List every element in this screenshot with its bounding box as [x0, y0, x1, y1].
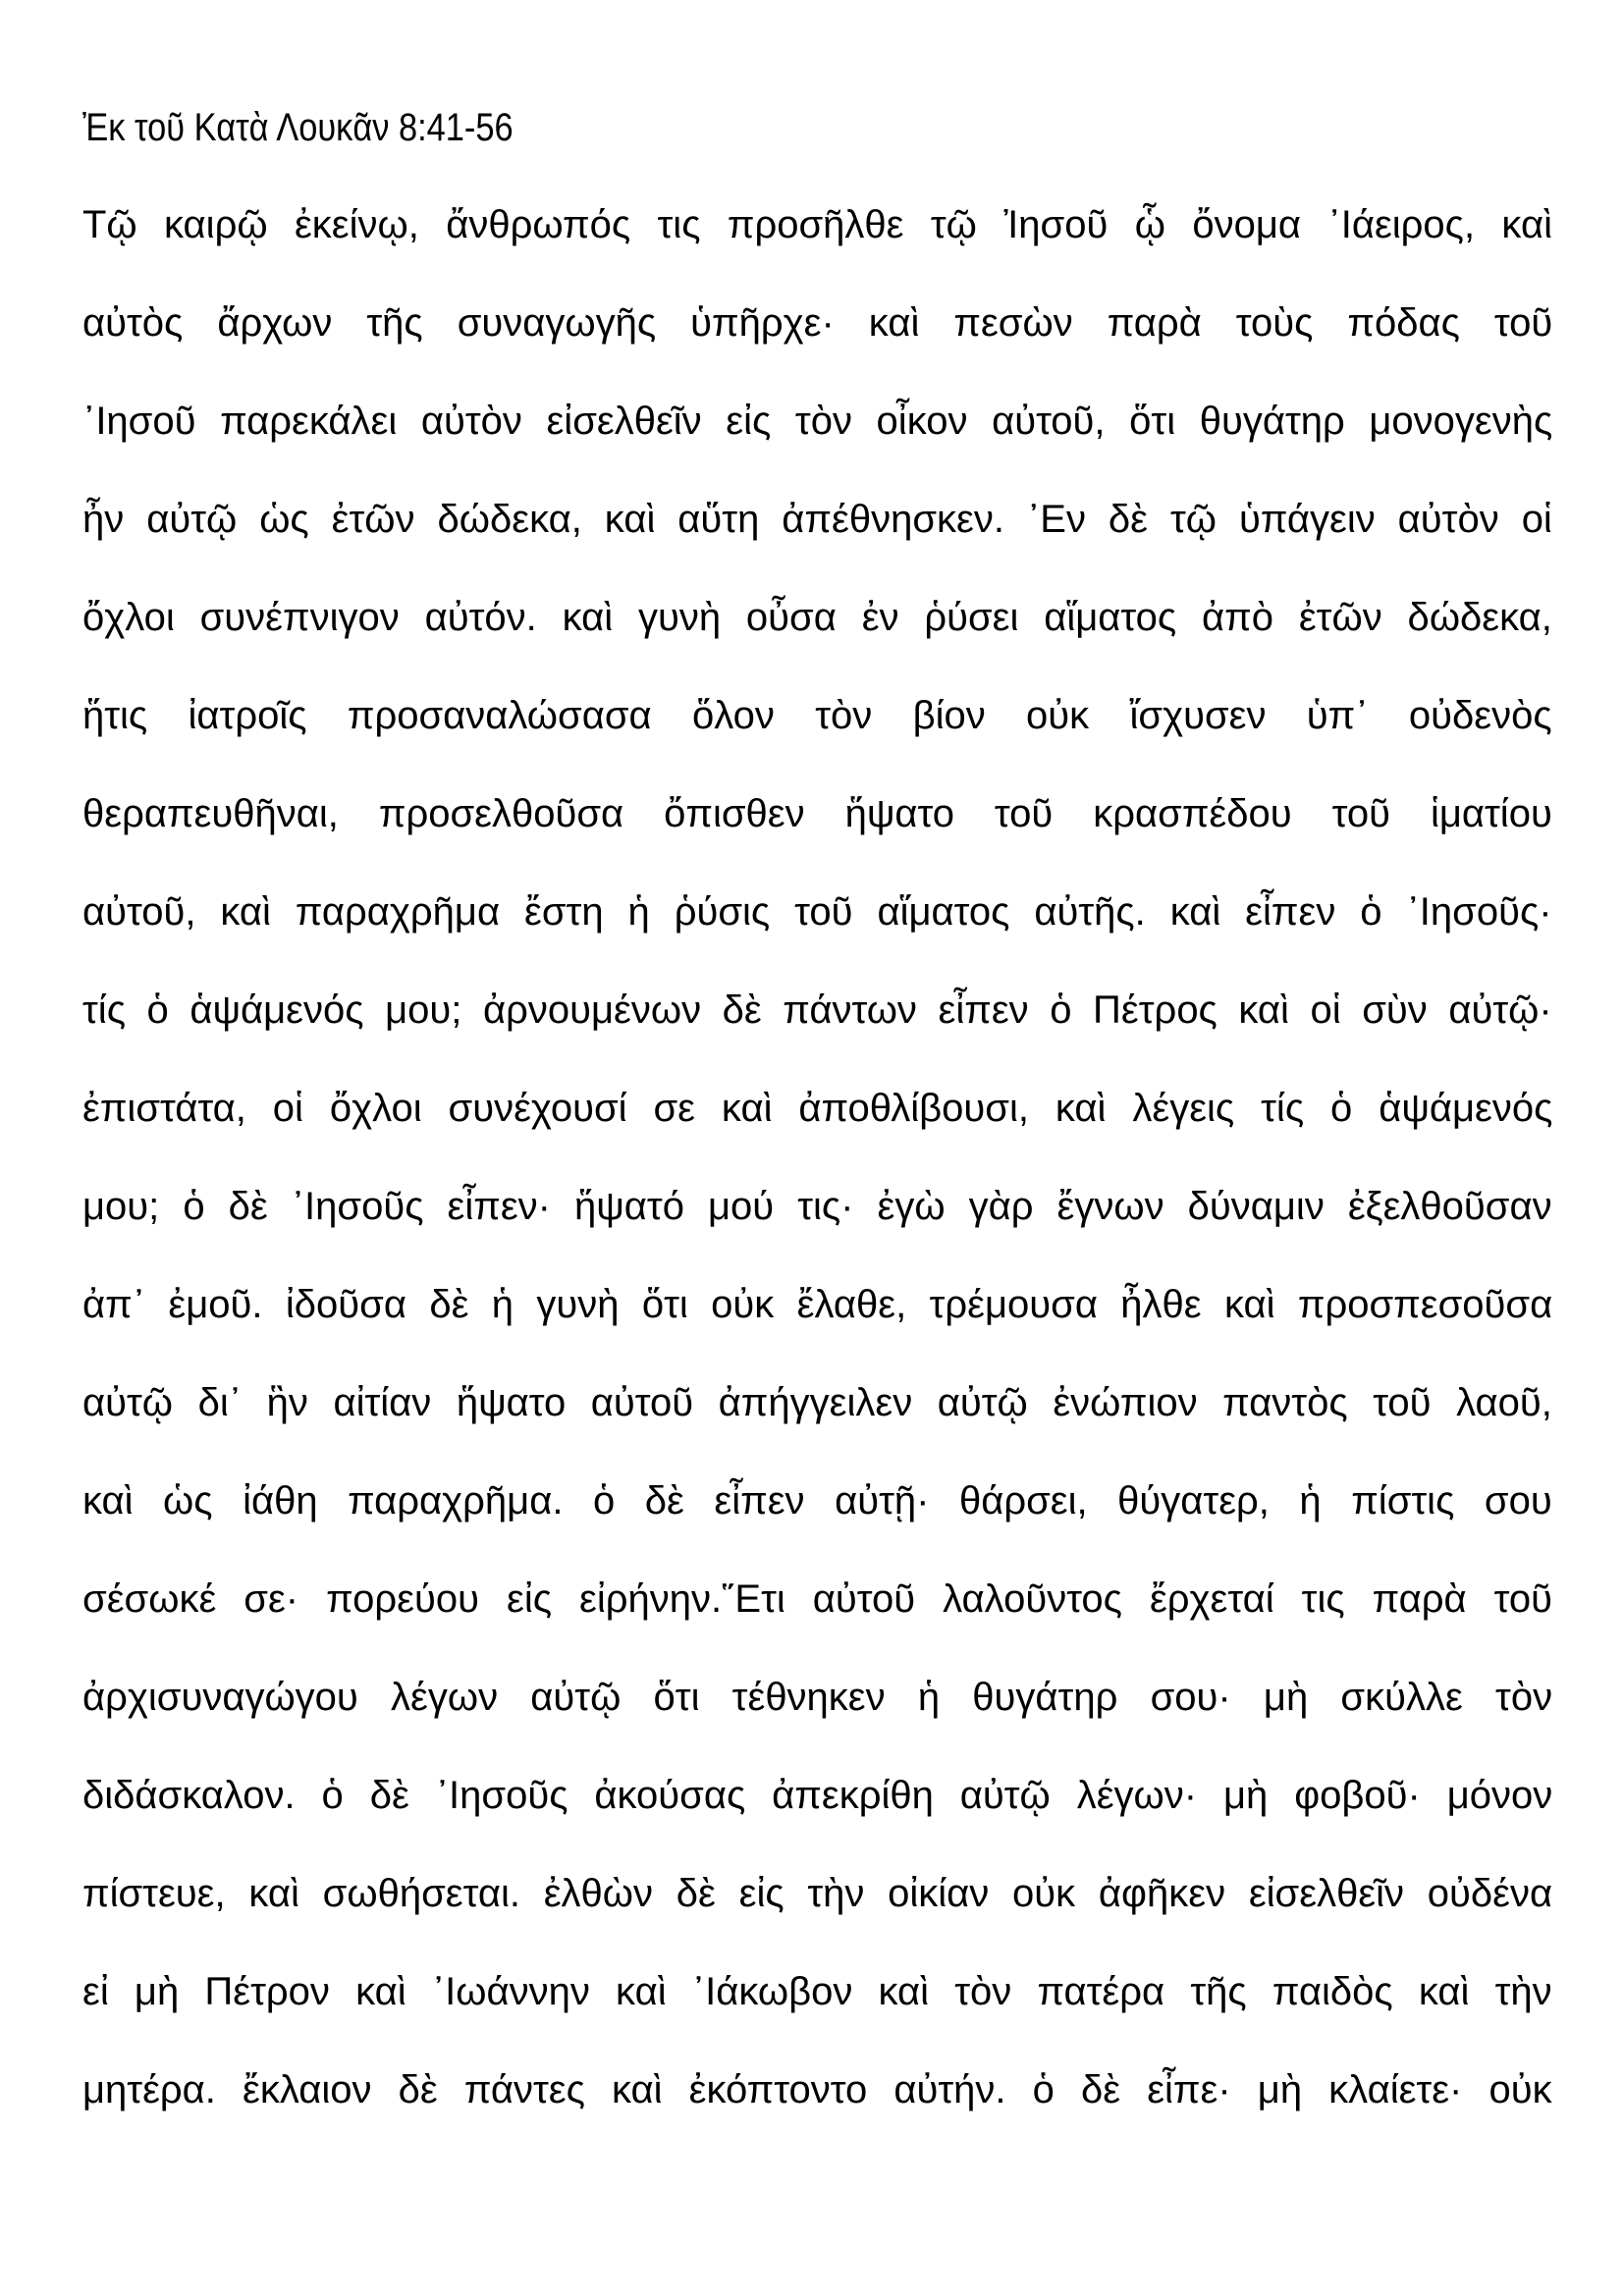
passage-title: Ἐκ τοῦ Κατὰ Λουκᾶν 8:41-56: [82, 106, 514, 149]
text-line: [82, 1178, 1552, 1276]
text-line-content: ἀρχισυναγώγου λέγων αὐτῷ ὅτι τέθνηκεν ἡ θυγάτηρ σου· μὴ σκύλλε τὸν: [82, 1676, 1553, 1719]
text-line: [82, 2061, 1552, 2160]
text-line: [82, 1374, 1552, 1472]
text-line-content: τίς ὁ ἁψάμενός μου; ἀρνουμένων δὲ πάντων εἶπεν ὁ Πέτρος καὶ οἱ σὺν αὐτῷ·: [82, 988, 1552, 1032]
text-line-content: μητέρα. ἔκλαιον δὲ πάντες καὶ ἐκόπτοντο αὐτήν. ὁ δὲ εἶπε· μὴ κλαίετε· οὐκ: [82, 2068, 1552, 2111]
text-line-content: ἐπιστάτα, οἱ ὄχλοι συνέχουσί σε καὶ ἀποθλίβουσι, καὶ λέγεις τίς ὁ ἁψάμενός: [82, 1087, 1553, 1130]
text-line-content: θεραπευθῆναι, προσελθοῦσα ὄπισθεν ἥψατο τοῦ κρασπέδου τοῦ ἱματίου: [82, 792, 1552, 835]
text-line-content: ἀπ᾿ ἐμοῦ. ἰδοῦσα δὲ ἡ γυνὴ ὅτι οὐκ ἔλαθε, τρέμουσα ἦλθε καὶ προσπεσοῦσα: [82, 1283, 1553, 1326]
text-line: [82, 785, 1552, 883]
text-line-content: ἦν αὐτῷ ὡς ἐτῶν δώδεκα, καὶ αὕτη ἀπέθνησκεν. ᾿Εν δὲ τῷ ὑπάγειν αὐτὸν οἱ: [82, 498, 1552, 541]
text-line: [82, 196, 1552, 294]
text-line-content: μου; ὁ δὲ ᾿Ιησοῦς εἶπεν· ἥψατό μού τις· ἐγὼ γὰρ ἔγνων δύναμιν ἐξελθοῦσαν: [82, 1185, 1552, 1228]
text-line-content: Τῷ καιρῷ ἐκείνῳ, ἄνθρωπός τις προσῆλθε τῷ Ἰησοῦ ᾧ ὄνομα ᾿Ιάειρος, καὶ: [82, 203, 1552, 246]
text-line: [82, 883, 1552, 982]
text-line-content: ᾿Ιησοῦ παρεκάλει αὐτὸν εἰσελθεῖν εἰς τὸν οἶκον αὐτοῦ, ὅτι θυγάτηρ μονογενὴς: [82, 400, 1553, 443]
passage-body: [82, 196, 1552, 2160]
text-line-content: αὐτὸς ἄρχων τῆς συναγωγῆς ὑπῆρχε· καὶ πεσὼν παρὰ τοὺς πόδας τοῦ: [82, 301, 1553, 345]
text-line: [82, 294, 1552, 393]
text-line-content: ἥτις ἰατροῖς προσαναλώσασα ὅλον τὸν βίον οὐκ ἴσχυσεν ὑπ᾿ οὐδενὸς: [82, 694, 1552, 737]
text-line-content: καὶ ὡς ἰάθη παραχρῆμα. ὁ δὲ εἶπεν αὐτῇ· θάρσει, θύγατερ, ἡ πίστις σου: [82, 1479, 1552, 1522]
text-line: [82, 1472, 1552, 1571]
text-line: [82, 687, 1552, 785]
text-line: [82, 1669, 1552, 1767]
text-line-content: αὐτοῦ, καὶ παραχρῆμα ἔστη ἡ ῥύσις τοῦ αἵματος αὐτῆς. καὶ εἶπεν ὁ ᾿Ιησοῦς·: [82, 890, 1552, 934]
text-line: [82, 1767, 1552, 1865]
text-line-content: σέσωκέ σε· πορεύου εἰς εἰρήνην.῞Ετι αὐτοῦ λαλοῦντος ἔρχεταί τις παρὰ τοῦ: [82, 1577, 1553, 1621]
text-line: [82, 1865, 1552, 1963]
text-line-content: πίστευε, καὶ σωθήσεται. ἐλθὼν δὲ εἰς τὴν οἰκίαν οὐκ ἀφῆκεν εἰσελθεῖν οὐδένα: [82, 1872, 1553, 1915]
text-line: [82, 393, 1552, 491]
text-line-content: ὄχλοι συνέπνιγον αὐτόν. καὶ γυνὴ οὖσα ἐν ῥύσει αἵματος ἀπὸ ἐτῶν δώδεκα,: [82, 596, 1552, 639]
text-line: [82, 1571, 1552, 1669]
text-line: [82, 491, 1552, 589]
text-line-content: διδάσκαλον. ὁ δὲ ᾿Ιησοῦς ἀκούσας ἀπεκρίθη αὐτῷ λέγων· μὴ φοβοῦ· μόνον: [82, 1774, 1553, 1817]
text-line-content: εἰ μὴ Πέτρον καὶ ᾿Ιωάννην καὶ ᾿Ιάκωβον καὶ τὸν πατέρα τῆς παιδὸς καὶ τὴν: [82, 1970, 1552, 2013]
text-line: [82, 589, 1552, 687]
text-line: [82, 1963, 1552, 2061]
text-line: [82, 982, 1552, 1080]
text-line: [82, 1276, 1552, 1374]
text-line-content: αὐτῷ δι᾿ ἣν αἰτίαν ἥψατο αὐτοῦ ἀπήγγειλεν αὐτῷ ἐνώπιον παντὸς τοῦ λαοῦ,: [82, 1381, 1552, 1424]
text-line: [82, 1080, 1552, 1178]
